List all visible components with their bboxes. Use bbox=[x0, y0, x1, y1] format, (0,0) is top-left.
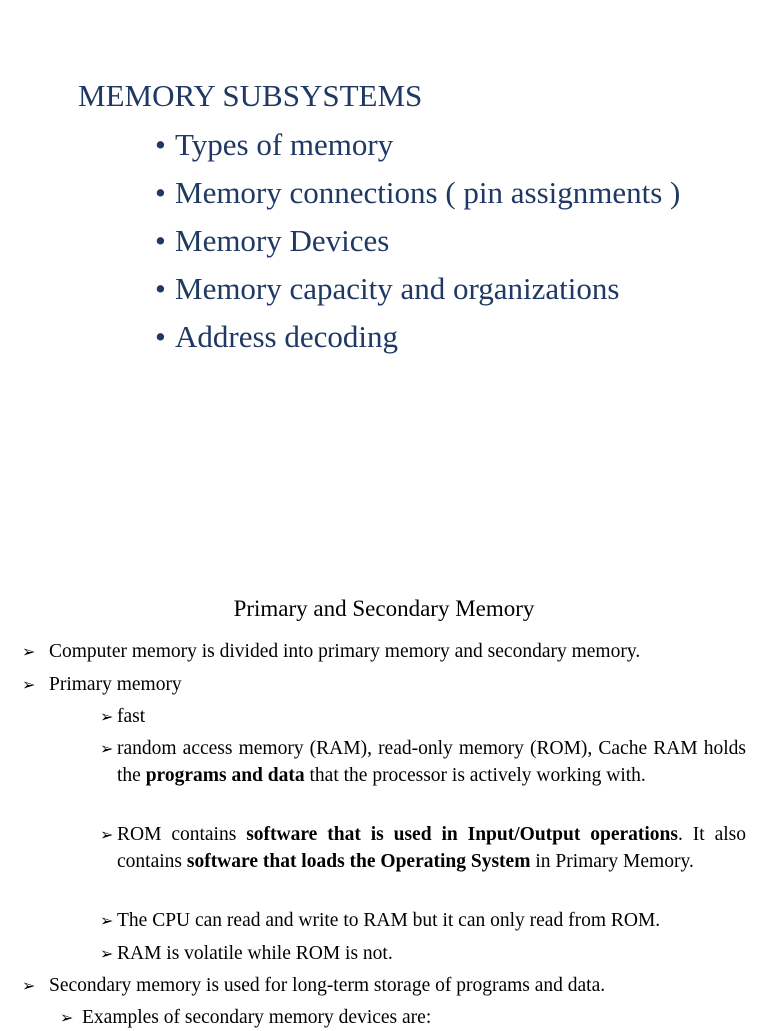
list-item-text: Address decoding bbox=[175, 319, 398, 354]
list-item-text: Memory connections ( pin assignments ) bbox=[175, 175, 681, 210]
bold-text-run: software that loads the Operating System bbox=[186, 851, 531, 872]
list-item bbox=[22, 972, 750, 999]
list-item-text: Types of memory bbox=[175, 127, 394, 162]
arrow-bullet-icon: ➢ bbox=[100, 825, 114, 844]
paragraph-text: Primary memory bbox=[49, 674, 182, 695]
list-item bbox=[155, 172, 715, 214]
paragraph-text: RAM is volatile while ROM is not. bbox=[117, 943, 393, 964]
list-item-text: Memory capacity and organizations bbox=[175, 271, 620, 306]
slide-title: MEMORY SUBSYSTEMS bbox=[78, 78, 423, 113]
arrow-bullet-icon: ➢ bbox=[100, 739, 114, 758]
paragraph-text bbox=[117, 735, 746, 789]
bold-text-run: programs and data bbox=[145, 765, 305, 786]
list-item bbox=[22, 638, 750, 665]
list-item bbox=[155, 220, 715, 262]
paragraph-text: The CPU can read and write to RAM but it can only read from ROM. bbox=[117, 910, 661, 931]
sub-list-item bbox=[100, 703, 746, 730]
sub-list-item bbox=[100, 735, 746, 789]
bold-text-run: software that is used in Input/Output operations bbox=[246, 824, 678, 845]
sub-list-item bbox=[100, 940, 746, 967]
arrow-bullet-icon: ➢ bbox=[22, 976, 36, 995]
sub-list-item bbox=[100, 821, 746, 875]
slide-title: Primary and Secondary Memory bbox=[233, 596, 535, 621]
text-run: random access memory (RAM), read-only memory (ROM), Cache RAM holds the bbox=[117, 738, 746, 786]
text-run: in Primary Memory. bbox=[530, 851, 694, 872]
list-item bbox=[22, 671, 750, 698]
bullet-icon: • bbox=[155, 271, 166, 306]
text-run: ROM contains bbox=[117, 824, 247, 845]
arrow-bullet-icon: ➢ bbox=[100, 944, 114, 963]
text-run: that the processor is actively working with. bbox=[304, 765, 646, 786]
text-run: . It also contains bbox=[117, 824, 746, 872]
list-item bbox=[155, 124, 715, 166]
sub-list-item bbox=[60, 1004, 746, 1031]
arrow-bullet-icon: ➢ bbox=[22, 675, 36, 694]
paragraph-text: Computer memory is divided into primary memory and secondary memory. bbox=[49, 641, 641, 662]
paragraph-text: fast bbox=[117, 706, 146, 727]
paragraph-text bbox=[117, 821, 746, 875]
arrow-bullet-icon: ➢ bbox=[100, 707, 114, 726]
topic-list bbox=[155, 124, 715, 364]
slide-primary-secondary-memory bbox=[0, 588, 768, 1028]
bullet-icon: • bbox=[155, 175, 166, 210]
bullet-icon: • bbox=[155, 127, 166, 162]
sub-list-item bbox=[100, 907, 746, 934]
paragraph-text: Secondary memory is used for long-term storage of programs and data. bbox=[49, 975, 606, 996]
list-item bbox=[155, 316, 715, 358]
paragraph-text: Examples of secondary memory devices are: bbox=[82, 1007, 432, 1028]
bullet-icon: • bbox=[155, 319, 166, 354]
bullet-icon: • bbox=[155, 223, 166, 258]
list-item bbox=[155, 268, 715, 310]
arrow-bullet-icon: ➢ bbox=[100, 911, 114, 930]
list-item-text: Memory Devices bbox=[175, 223, 390, 258]
arrow-bullet-icon: ➢ bbox=[60, 1008, 74, 1027]
arrow-bullet-icon: ➢ bbox=[22, 642, 36, 661]
